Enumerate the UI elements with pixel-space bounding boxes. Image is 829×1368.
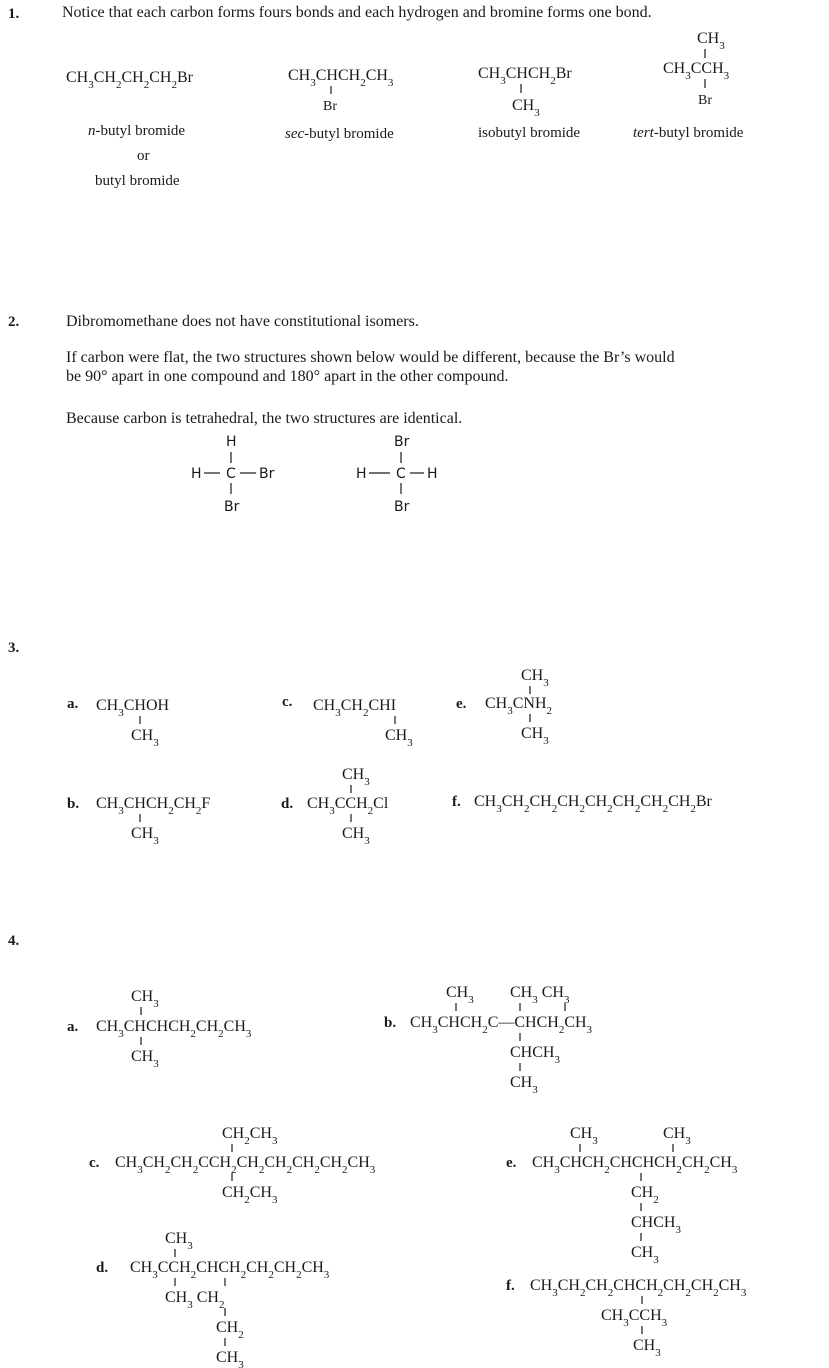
svg-text:CH3 CH2: $CH_3$ $CH_2$: [165, 1289, 225, 1311]
svg-text:CH3CHCH2Br: $CH_3CHCH_2Br$: [478, 65, 572, 87]
svg-text:H: H: [191, 466, 202, 482]
q1-tert-br: Br: [698, 93, 712, 108]
q3-number: 3.: [8, 640, 20, 656]
q1-text: Notice that each carbon forms fours bonds and each hydrogen and bromine forms one bond.: [62, 4, 652, 21]
svg-text:CH3: $CH_3$: [521, 667, 549, 689]
svg-text:H: H: [356, 466, 367, 482]
svg-text:CH2: $CH_2$: [631, 1184, 659, 1206]
q4b-structure: [384, 984, 593, 1096]
svg-text:CH3: $CH_3$: [165, 1230, 193, 1252]
svg-text:CH3: $CH_3$: [663, 1125, 691, 1147]
svg-text:CH3: $CH_3$: [570, 1125, 598, 1147]
q1-iso-ch3: $CH_3$: [512, 97, 540, 119]
q3c-structure: [282, 694, 413, 749]
svg-text:C: C: [396, 466, 406, 482]
svg-text:CH3CCH3: $CH_3CCH_3$: [663, 60, 730, 82]
svg-text:CH3: $CH_3$: [342, 825, 370, 847]
q1-isobutyl-structure: [478, 65, 572, 119]
svg-text:CH3CH2CHI: $CH_3CH_2CHI$: [313, 697, 397, 719]
svg-text:H: H: [427, 466, 438, 482]
svg-text:CH3: $CH_3$: [631, 1244, 659, 1266]
q4d-structure: [96, 1230, 330, 1368]
q1-sec-butyl-structure: [288, 67, 394, 114]
q1-tert-butyl-name: tert-butyl bromide: [633, 125, 744, 141]
svg-text:CHCH3: $CHCH_3$: [510, 1044, 560, 1066]
svg-text:CH3: $CH_3$: [446, 984, 474, 1006]
svg-text:H: H: [226, 434, 237, 450]
svg-text:CH3: $CH_3$: [342, 766, 370, 788]
svg-text:CH3: $CH_3$: [521, 725, 549, 747]
q1-or: or: [137, 148, 150, 164]
svg-text:a.: a.: [67, 1019, 79, 1035]
svg-text:CH3CHCH2CH3: $CH_3CHCH_2CH_3$: [288, 67, 394, 89]
svg-text:d.: d.: [96, 1260, 109, 1276]
svg-text:c.: c.: [282, 694, 293, 710]
svg-text:CH2: $CH_2$: [216, 1319, 244, 1341]
svg-text:CH3CH2CH2CH2Br: $CH_3CH_2CH_2CH_2Br$: [66, 69, 193, 91]
q1-number: 1.: [8, 6, 20, 22]
svg-text:Br: Br: [259, 466, 275, 482]
svg-text:CH3: $CH_3$: [385, 727, 413, 749]
svg-text:CH3: $CH_3$: [216, 1349, 244, 1368]
q3e-structure: [456, 667, 552, 747]
svg-text:Br: Br: [394, 434, 410, 450]
q4e-structure: [506, 1125, 738, 1266]
q4a-structure: [67, 988, 252, 1070]
svg-text:C: C: [226, 466, 236, 482]
q3d-structure: [281, 766, 389, 847]
q2-line3: Because carbon is tetrahedral, the two structures are identical.: [66, 410, 463, 427]
svg-text:CH2CH3: $CH_2CH_3$: [222, 1184, 278, 1206]
svg-text:e.: e.: [456, 696, 467, 712]
svg-text:CH3 CH3: $CH_3$ $CH_3$: [510, 984, 570, 1006]
svg-text:CH2CH3: $CH_2CH_3$: [222, 1125, 278, 1147]
svg-text:f.: f.: [452, 794, 461, 810]
q1-n-butyl-alt-name: butyl bromide: [95, 173, 180, 189]
q1-sec-butyl-name: sec-butyl bromide: [285, 126, 394, 142]
svg-text:CH3: $CH_3$: [131, 825, 159, 847]
svg-text:CH3CHCHCH2CH2CH3: $CH_3CHCHCH_2CH_2CH_3$: [96, 1018, 252, 1040]
svg-text:CH3CCH3: $CH_3CCH_3$: [601, 1307, 668, 1329]
q4f-structure: [506, 1277, 747, 1359]
q2-line2a: If carbon were flat, the two structures shown below would be different, because the Br’s would: [66, 349, 675, 366]
q1-n-rest: -butyl bromide: [95, 123, 186, 139]
svg-text:CH3: $CH_3$: [131, 1048, 159, 1070]
svg-text:a.: a.: [67, 696, 79, 712]
svg-text:CH3: $CH_3$: [510, 1074, 538, 1096]
svg-text:CH3CHOH: $CH_3CHOH$: [96, 697, 170, 719]
q4c-structure: [89, 1125, 376, 1206]
svg-text:e.: e.: [506, 1155, 517, 1171]
q1-isobutyl-name: isobutyl bromide: [478, 125, 581, 141]
svg-text:Br: Br: [224, 499, 240, 515]
svg-text:Br: Br: [394, 499, 410, 515]
svg-text:CH3CHCH2CH2F: $CH_3CHCH_2CH_2F$: [96, 795, 211, 817]
svg-text:CH3CHCH2C—CHCH2CH3: $CH_3CHCH_2C—CHCH_2CH_3$: [410, 1014, 593, 1036]
q1-n-butyl-name: [88, 123, 185, 139]
svg-text:CH3: $CH_3$: [633, 1337, 661, 1359]
q1-sec-br: Br: [323, 99, 337, 114]
svg-text:d.: d.: [281, 796, 294, 812]
q2-structure-a: [191, 434, 275, 515]
q2-number: 2.: [8, 314, 20, 330]
q2-line2b: be 90° apart in one compound and 180° apart in the other compound.: [66, 368, 509, 385]
svg-text:c.: c.: [89, 1155, 100, 1171]
svg-text:CH3CH2CH2CCH2CH2CH2CH2CH2CH3: $CH_3CH_2CH_2CCH_2CH_2CH_2CH_2CH_2CH_3$: [115, 1154, 376, 1176]
q2-structure-b: [356, 434, 438, 515]
svg-text:b.: b.: [384, 1015, 397, 1031]
q3b-structure: [67, 795, 210, 847]
q3f-structure: [452, 793, 713, 815]
q4-number: 4.: [8, 933, 20, 949]
svg-text:CH3CNH2: $CH_3CNH_2$: [485, 695, 553, 717]
svg-text:CHCH3: $CHCH_3$: [631, 1214, 681, 1236]
svg-text:CH3CHCH2CHCHCH2CH2CH3: $CH_3CHCH_2CHCHCH_2CH_2CH_3$: [532, 1154, 738, 1176]
svg-text:CH3: $CH_3$: [697, 30, 725, 52]
svg-text:b.: b.: [67, 796, 80, 812]
q2-line1: Dibromomethane does not have constitutional isomers.: [66, 313, 419, 330]
q1-n-prefix: n: [88, 123, 96, 139]
svg-text:f.: f.: [506, 1278, 515, 1294]
svg-text:CH3: $CH_3$: [131, 988, 159, 1010]
q1-n-butyl-structure: [66, 69, 194, 91]
q3a-structure: [67, 696, 170, 749]
svg-text:CH3: $CH_3$: [131, 727, 159, 749]
q1-tert-butyl-structure: [663, 30, 730, 108]
svg-text:CH3CH2CH2CH2CH2CH2CH2CH2Br: $CH_3CH_2CH_2CH_2CH_2CH_2CH_2CH_2Br$: [474, 793, 712, 815]
svg-text:CH3CCH2Cl: $CH_3CCH_2Cl$: [307, 795, 389, 817]
svg-text:CH3CH2CH2CHCH2CH2CH2CH3: $CH_3CH_2CH_2CHCH_2CH_2CH_2CH_3$: [530, 1277, 747, 1299]
svg-text:CH3CCH2CHCH2CH2CH2CH3: $CH_3CCH_2CHCH_2CH_2CH_2CH_3$: [130, 1259, 330, 1281]
